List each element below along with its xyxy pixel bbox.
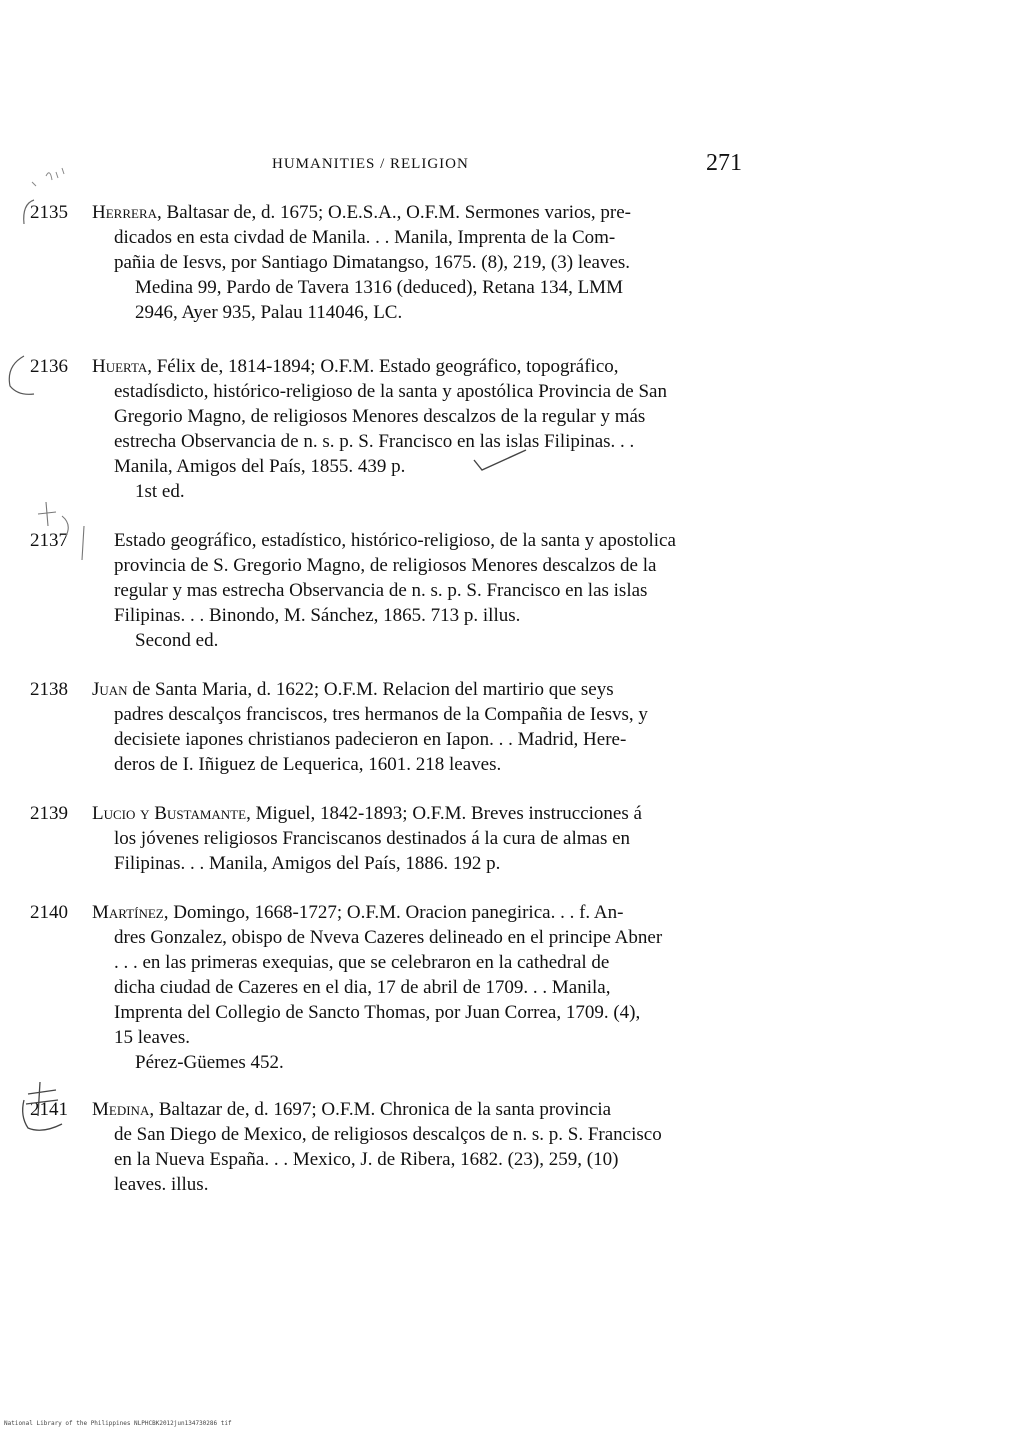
entry-author: Huerta, xyxy=(92,356,152,377)
entry-number: 2140 xyxy=(30,902,68,923)
entry-text: Martínez, Domingo, 1668-1727; O.F.M. Oracion panegirica. . . f. An- dres Gonzalez, obispo de Nveva Cazeres delineado en el principe Abner . . . en las primeras exequias, que se celebraron en la cathedral de dicha ciudad de Cazeres en el dia, 17 de abril de 1709. . . Manila, Imprenta del Collegio de Sancto Thomas, por Juan Correa, 1709. (4), 15 leaves. Pérez-Güemes 452. xyxy=(92,900,754,1075)
entry-author: Medina, xyxy=(92,1099,155,1120)
entry-number: 2138 xyxy=(30,679,68,700)
entry-text: Juan de Santa Maria, d. 1622; O.F.M. Relacion del martirio que seys padres descalços franciscos, tres hermanos de la Compañia de Iesvs, y decisiete iapones christianos padecieron en Iapon. . . Madrid, Here- deros de I. Iñiguez de Lequerica, 1601. 218 leaves. xyxy=(92,679,648,775)
page-number: 271 xyxy=(706,150,742,176)
entry-note: Second ed. xyxy=(135,630,219,651)
entry-text: Lucio y Bustamante, Miguel, 1842-1893; O.F.M. Breves instrucciones á los jóvenes religiosos Franciscanos destinados á la cura de almas en Filipinas. . . Manila, Amigos del País, 1886. 192 p. xyxy=(92,803,642,874)
entry-text: Huerta, Félix de, 1814-1894; O.F.M. Estado geográfico, topográfico, estadísdicto, histórico-religioso de la santa y apostólica Provincia de San Gregorio Magno, de religiosos Menores descalzos de la regular y más estrecha Observancia de n. s. p. S. Francisco en las islas Filipinas. . . Manila, Amigos del País, 1855. 439 p. 1st ed. xyxy=(92,354,754,504)
entry-number: 2135 xyxy=(30,202,68,223)
entry-author: Martínez, xyxy=(92,902,169,923)
entry-text: Estado geográfico, estadístico, histórico-religioso, de la santa y apostolica provincia de S. Gregorio Magno, de religiosos Menores descalzos de la regular y mas estrecha Observancia de n. s. p. S. Francisco en las islas Filipinas. . . Binondo, M. Sánchez, 1865. 713 p. illus. Second ed. xyxy=(92,528,754,653)
entry-author: Juan xyxy=(92,679,128,700)
entry-text: Medina, Baltazar de, d. 1697; O.F.M. Chronica de la santa provincia de San Diego de Mexico, de religiosos descalços de n. s. p. S. Francisco en la Nueva España. . . Mexico, J. de Ribera, 1682. (23), 259, (10) leaves. illus. xyxy=(92,1099,662,1195)
footer-stamp: National Library of the Philippines NLPHCBK2012jun134730286 tif xyxy=(4,1420,232,1427)
running-head: HUMANITIES / RELIGION xyxy=(272,156,469,172)
entry-number: 2136 xyxy=(30,356,68,377)
entry-note: 1st ed. xyxy=(135,481,185,502)
entry-author: Lucio y Bustamante, xyxy=(92,803,251,824)
entry-number: 2139 xyxy=(30,803,68,824)
entry-number: 2141 xyxy=(30,1099,68,1120)
entry-number: 2137 xyxy=(30,530,68,551)
entry-author: Herrera, xyxy=(92,202,162,223)
entry-note: Pérez-Güemes 452. xyxy=(135,1052,284,1073)
page-header xyxy=(0,150,1011,180)
entry-text: Herrera, Baltasar de, d. 1675; O.E.S.A., O.F.M. Sermones varios, pre- dicados en esta civdad de Manila. . . Manila, Imprenta de la Com- pañia de Iesvs, por Santiago Dimatangso, 1675. (8), 219, (3) leaves. Medina 99, Pardo de Tavera 1316 (deduced), Retana 134, LMM 2946, Ayer 935, Palau 114046, LC. xyxy=(92,202,631,323)
